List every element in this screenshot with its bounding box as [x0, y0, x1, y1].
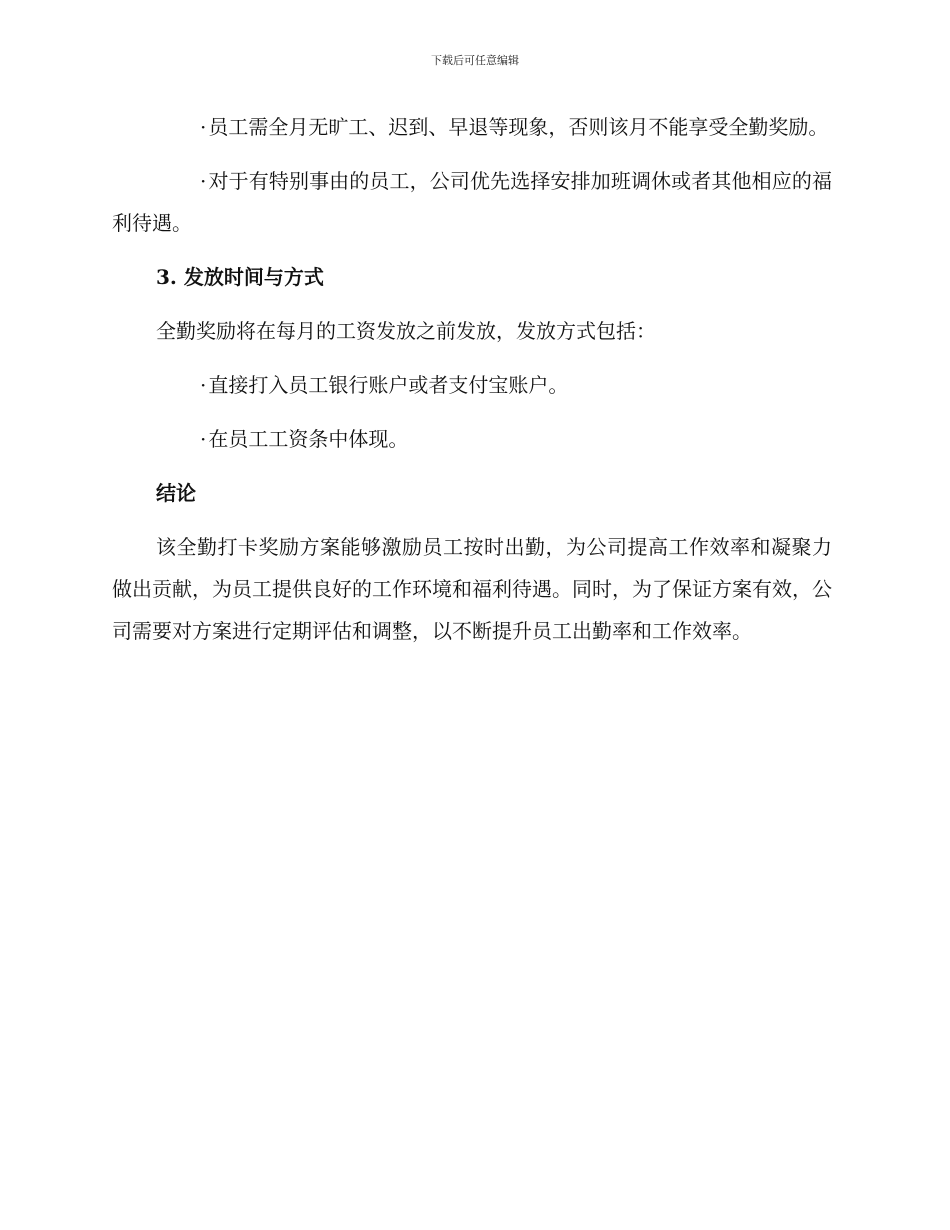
- bullet-dot-icon: ·: [200, 427, 207, 451]
- bullet-paragraph: [112, 106, 832, 148]
- bullet-paragraph: [112, 160, 832, 244]
- document-body: [112, 106, 832, 664]
- payment-paragraph: 全勤奖励将在每月的工资发放之前发放，发放方式包括：: [156, 319, 656, 343]
- bullet-text: 员工需全月无旷工、迟到、早退等现象，否则该月不能享受全勤奖励。: [208, 115, 829, 139]
- bullet-text: 对于有特别事由的员工，公司优先选择安排加班调休或者其他相应的福利待遇。: [112, 169, 832, 235]
- bullet-text: 直接打入员工银行账户或者支付宝账户。: [208, 373, 569, 397]
- bullet-paragraph: [112, 418, 832, 460]
- conclusion-paragraph: 该全勤打卡奖励方案能够激励员工按时出勤，为公司提高工作效率和凝聚力做出贡献，为员工提供良好的工作环境和福利待遇。同时，为了保证方案有效，公司需要对方案进行定期评估和调整，以不断提升员工出勤率和工作效率。: [112, 535, 832, 643]
- bullet-dot-icon: ·: [200, 115, 207, 139]
- bullet-dot-icon: ·: [200, 169, 207, 193]
- bullet-paragraph: [112, 364, 832, 406]
- bullet-text: 在员工工资条中体现。: [208, 427, 409, 451]
- header-note: 下载后可任意编辑: [431, 54, 519, 67]
- bullet-dot-icon: ·: [200, 373, 207, 397]
- section-heading: 3. 发放时间与方式: [156, 265, 324, 289]
- conclusion-heading: 结论: [156, 481, 196, 505]
